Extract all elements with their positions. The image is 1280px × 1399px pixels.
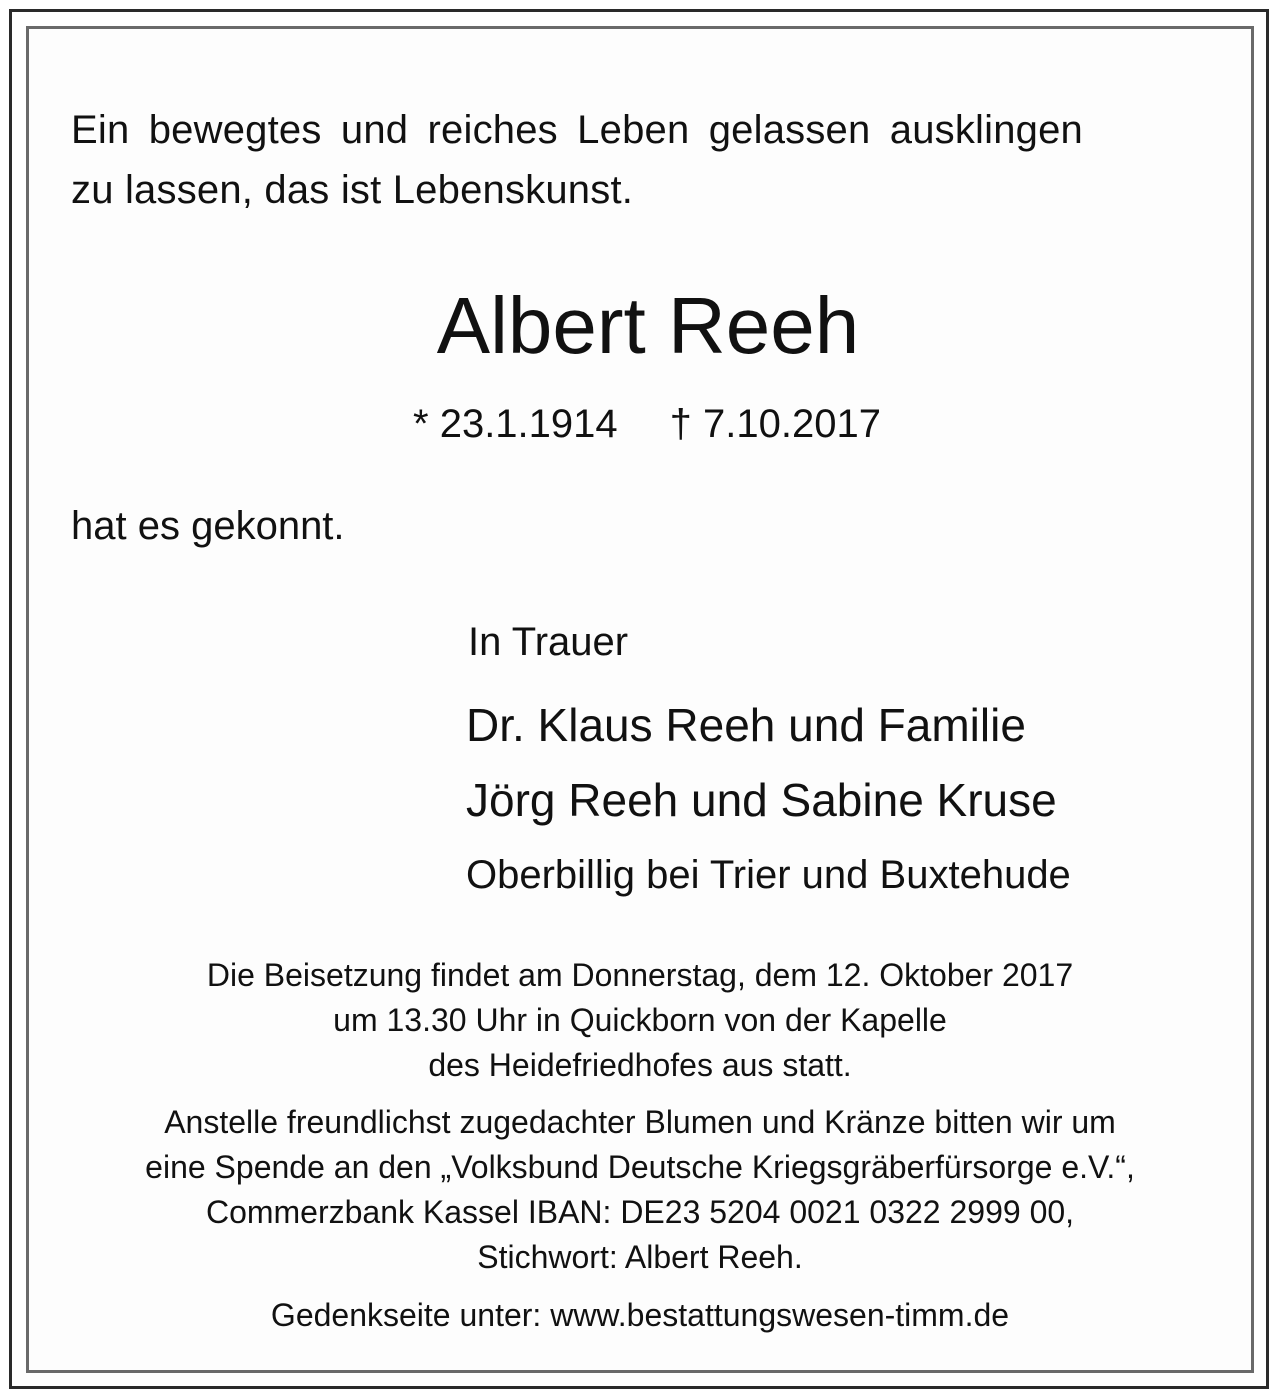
donation-line-1: Anstelle freundlichst zugedachter Blumen und Kränze bitten wir um [164, 1104, 1116, 1140]
funeral-line-2: um 13.30 Uhr in Quickborn von der Kapelle [333, 1002, 947, 1038]
life-dates [0, 398, 1280, 450]
donation-line-2: eine Spende an den „Volksbund Deutsche Kriegsgräberfürsorge e.V.“, [145, 1149, 1135, 1185]
birth-date: * 23.1.1914 [413, 402, 618, 446]
closing-line: hat es gekonnt. [71, 504, 345, 548]
death-date: † 7.10.2017 [669, 402, 881, 446]
deceased-name: Albert Reeh [436, 281, 860, 370]
memorial-page-line: Gedenkseite unter: www.bestattungswesen-timm.de [270, 1297, 1010, 1333]
quote-line-1: Ein bewegtes und reiches Leben gelassen ausklingen [71, 108, 1084, 152]
donation-line-4: Stichwort: Albert Reeh. [477, 1239, 803, 1275]
mourner-1: Dr. Klaus Reeh und Familie [466, 699, 1026, 751]
donation-line-3: Commerzbank Kassel IBAN: DE23 5204 0021 0322 2999 00, [205, 1194, 1075, 1230]
funeral-line-1: Die Beisetzung findet am Donnerstag, dem 12. Oktober 2017 [206, 957, 1074, 993]
funeral-line-3: des Heidefriedhofes aus statt. [428, 1047, 852, 1083]
mourning-intro: In Trauer [468, 620, 629, 664]
mourner-2: Jörg Reeh und Sabine Kruse [466, 774, 1057, 826]
quote-line-2: zu lassen, das ist Lebenskunst. [71, 168, 634, 212]
mourners-place: Oberbillig bei Trier und Buxtehude [466, 853, 1071, 897]
